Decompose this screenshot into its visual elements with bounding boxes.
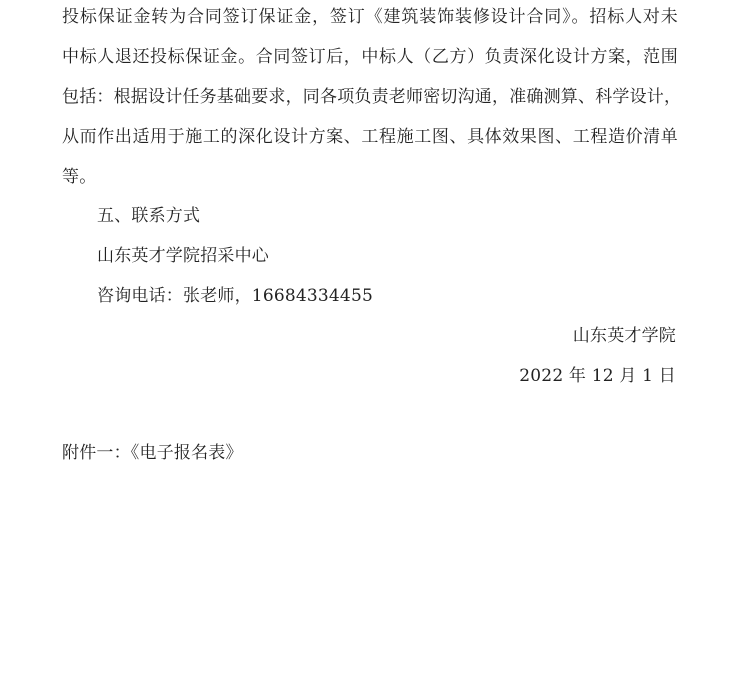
contact-organization: 山东英才学院招采中心 xyxy=(97,246,269,266)
body-line-2: 中标人退还投标保证金。合同签订后，中标人（乙方）负责深化设计方案，范围 xyxy=(62,47,678,67)
section-title-contact: 五、联系方式 xyxy=(97,206,201,226)
body-line-3: 包括：根据设计任务基础要求，同各项负责老师密切沟通，准确测算、科学设计， xyxy=(62,87,682,107)
attachment-label: 附件一：《电子报名表》 xyxy=(62,443,243,463)
contact-phone: 咨询电话：张老师，16684334455 xyxy=(97,286,373,306)
signature-organization: 山东英才学院 xyxy=(572,326,676,346)
body-line-4: 从而作出适用于施工的深化设计方案、工程施工图、具体效果图、工程造价清单 xyxy=(62,127,678,147)
signature-date: 2022 年 12 月 1 日 xyxy=(519,366,676,386)
body-line-5: 等。 xyxy=(62,167,97,187)
body-line-1: 投标保证金转为合同签订保证金，签订《建筑装饰装修设计合同》。招标人对未 xyxy=(62,7,678,27)
